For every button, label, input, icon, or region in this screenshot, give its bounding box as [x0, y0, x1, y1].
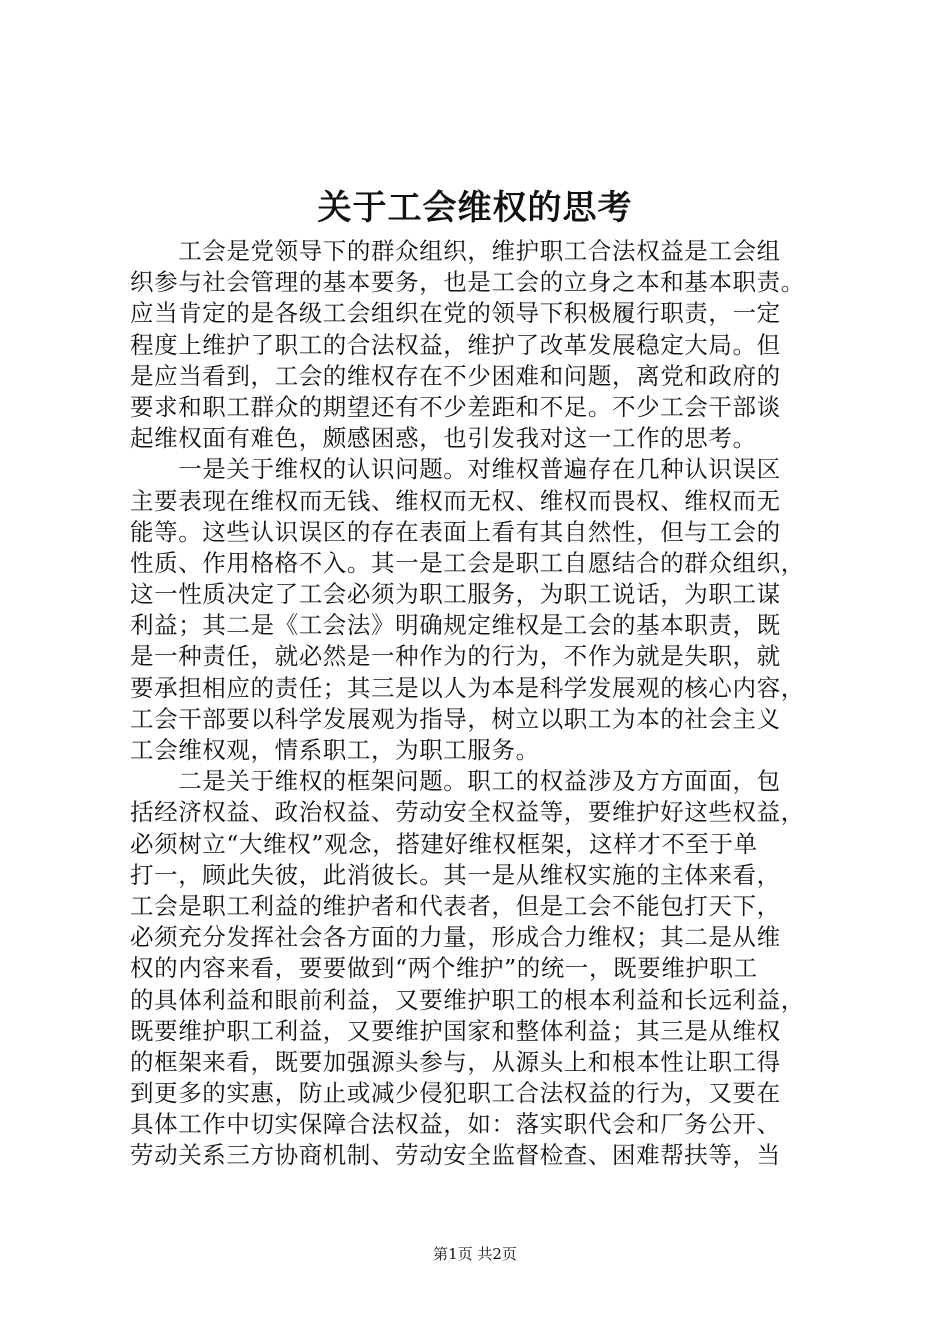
text-line: 一是关于维权的认识问题。对维权普遍存在几种认识误区 [130, 455, 781, 484]
document-body [130, 236, 820, 1172]
text-line: 打一，顾此失彼，此消彼长。其一是从维权实施的主体来看， [130, 860, 781, 889]
text-line: 要承担相应的责任；其三是以人为本是科学发展观的核心内容， [130, 673, 805, 702]
text-line: 必须充分发挥社会各方面的力量，形成合力维权；其二是从维 [130, 923, 781, 952]
text-line: 的框架来看，既要加强源头参与，从源头上和根本性让职工得 [130, 1047, 781, 1076]
text-line: 的具体利益和眼前利益，又要维护职工的根本利益和长远利益， [130, 985, 805, 1014]
text-line: 织参与社会管理的基本要务，也是工会的立身之本和基本职责。 [130, 268, 805, 297]
text-line: 劳动关系三方协商机制、劳动安全监督检查、困难帮扶等，当 [130, 1141, 781, 1170]
text-line: 程度上维护了职工的合法权益，维护了改革发展稳定大局。但 [130, 330, 781, 359]
text-line: 性质、作用格格不入。其一是工会是职工自愿结合的群众组织， [130, 548, 805, 577]
page-footer: 第1页 共2页 [433, 1245, 517, 1263]
text-line: 二是关于维权的框架问题。职工的权益涉及方方面面，包 [130, 767, 781, 796]
text-line: 应当肯定的是各级工会组织在党的领导下积极履行职责，一定 [130, 299, 781, 328]
text-line: 到更多的实惠，防止或减少侵犯职工合法权益的行为，又要在 [130, 1079, 781, 1108]
page-title: 关于工会维权的思考 [317, 188, 633, 228]
text-line: 既要维护职工利益，又要维护国家和整体利益；其三是从维权 [130, 1016, 781, 1045]
text-line: 工会维权观，情系职工，为职工服务。 [130, 736, 540, 764]
text-line: 起维权面有难色，颇感困惑，也引发我对这一工作的思考。 [130, 424, 757, 453]
text-line: 必须树立“大维权”观念，搭建好维权框架，这样才不至于单 [130, 829, 758, 858]
text-line: 这一性质决定了工会必须为职工服务，为职工说话，为职工谋 [130, 580, 781, 609]
text-line: 括经济权益、政治权益、劳动安全权益等，要维护好这些权益， [130, 798, 805, 827]
text-line: 具体工作中切实保障合法权益，如：落实职代会和厂务公开、 [130, 1110, 781, 1139]
text-line: 工会是职工利益的维护者和代表者，但是工会不能包打天下， [130, 891, 781, 920]
text-line: 是一种责任，就必然是一种作为的行为，不作为就是失职，就 [130, 642, 781, 671]
text-line: 是应当看到，工会的维权存在不少困难和问题，离党和政府的 [130, 361, 781, 390]
text-line: 主要表现在维权而无钱、维权而无权、维权而畏权、维权而无 [130, 486, 781, 515]
text-line: 权的内容来看，要要做到“两个维护”的统一，既要维护职工 [130, 954, 758, 983]
text-line: 工会干部要以科学发展观为指导，树立以职工为本的社会主义 [130, 704, 781, 733]
text-line: 工会是党领导下的群众组织，维护职工合法权益是工会组 [130, 237, 781, 265]
text-line: 要求和职工群众的期望还有不少差距和不足。不少工会干部谈 [130, 392, 781, 421]
text-line: 利益；其二是《工会法》明确规定维权是工会的基本职责，既 [130, 611, 781, 640]
text-line: 能等。这些认识误区的存在表面上看有其自然性，但与工会的 [130, 517, 781, 546]
